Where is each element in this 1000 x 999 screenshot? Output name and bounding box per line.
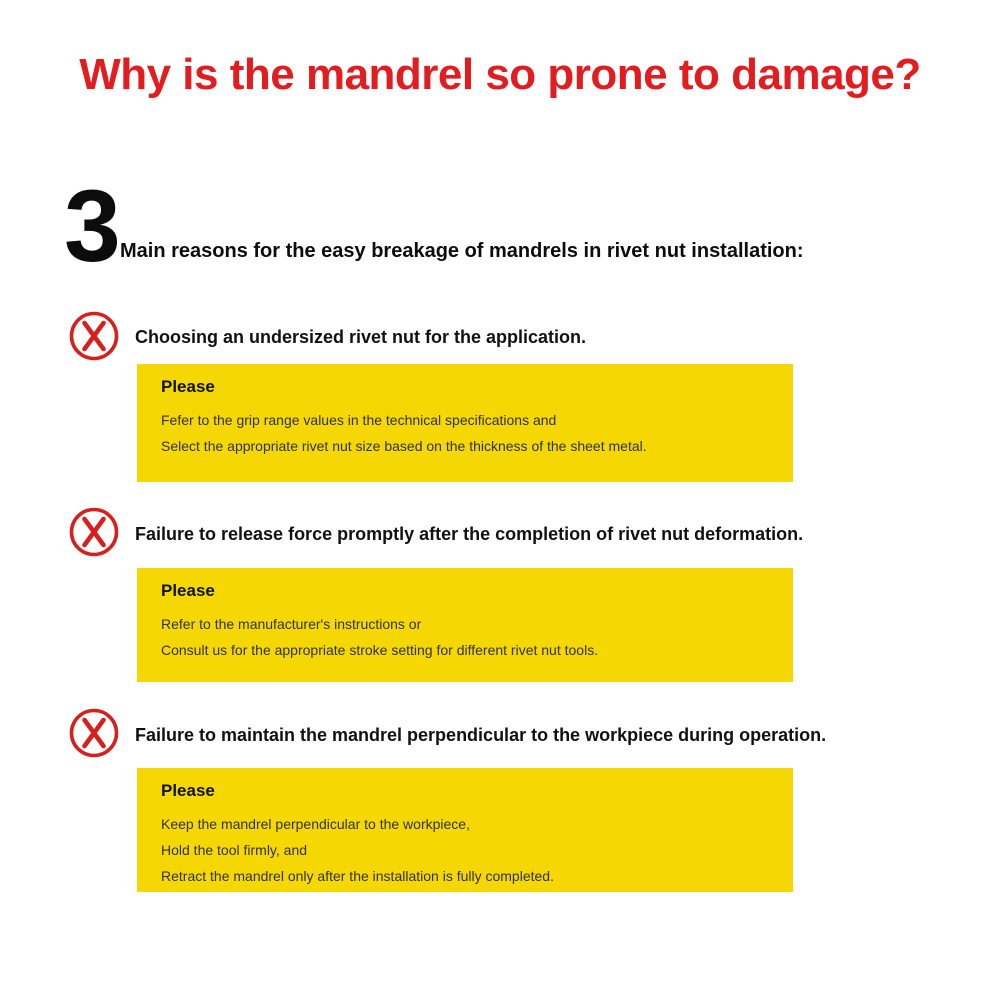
note-line: Refer to the manufacturer's instructions or [161,616,422,632]
intro-subtitle: Main reasons for the easy breakage of mandrels in rivet nut installation: [120,240,804,262]
reason-heading: Choosing an undersized rivet nut for the application. [135,327,587,347]
note-title: Please [161,377,215,396]
note-line: Hold the tool firmly, and [161,842,308,858]
note-line: Consult us for the appropriate stroke setting for different rivet nut tools. [161,642,599,658]
reason-heading: Failure to maintain the mandrel perpendicular to the workpiece during operation. [135,725,827,745]
circled-x-icon [68,506,120,558]
note-line: Select the appropriate rivet nut size based on the thickness of the sheet metal. [161,438,647,454]
circled-x-icon [68,310,120,362]
note-box [137,568,793,682]
note-line: Fefer to the grip range values in the technical specifications and [161,412,557,428]
reason-heading: Failure to release force promptly after the completion of rivet nut deformation. [135,524,804,544]
note-title: Please [161,781,215,800]
note-line: Keep the mandrel perpendicular to the workpiece, [161,816,470,832]
big-number: 3 [64,169,121,283]
circled-x-icon [68,707,120,759]
note-line: Retract the mandrel only after the installation is fully completed. [161,868,554,884]
note-box [137,364,793,482]
note-title: Please [161,581,215,600]
note-box [137,768,793,892]
page-title: Why is the mandrel so prone to damage? [79,50,921,99]
